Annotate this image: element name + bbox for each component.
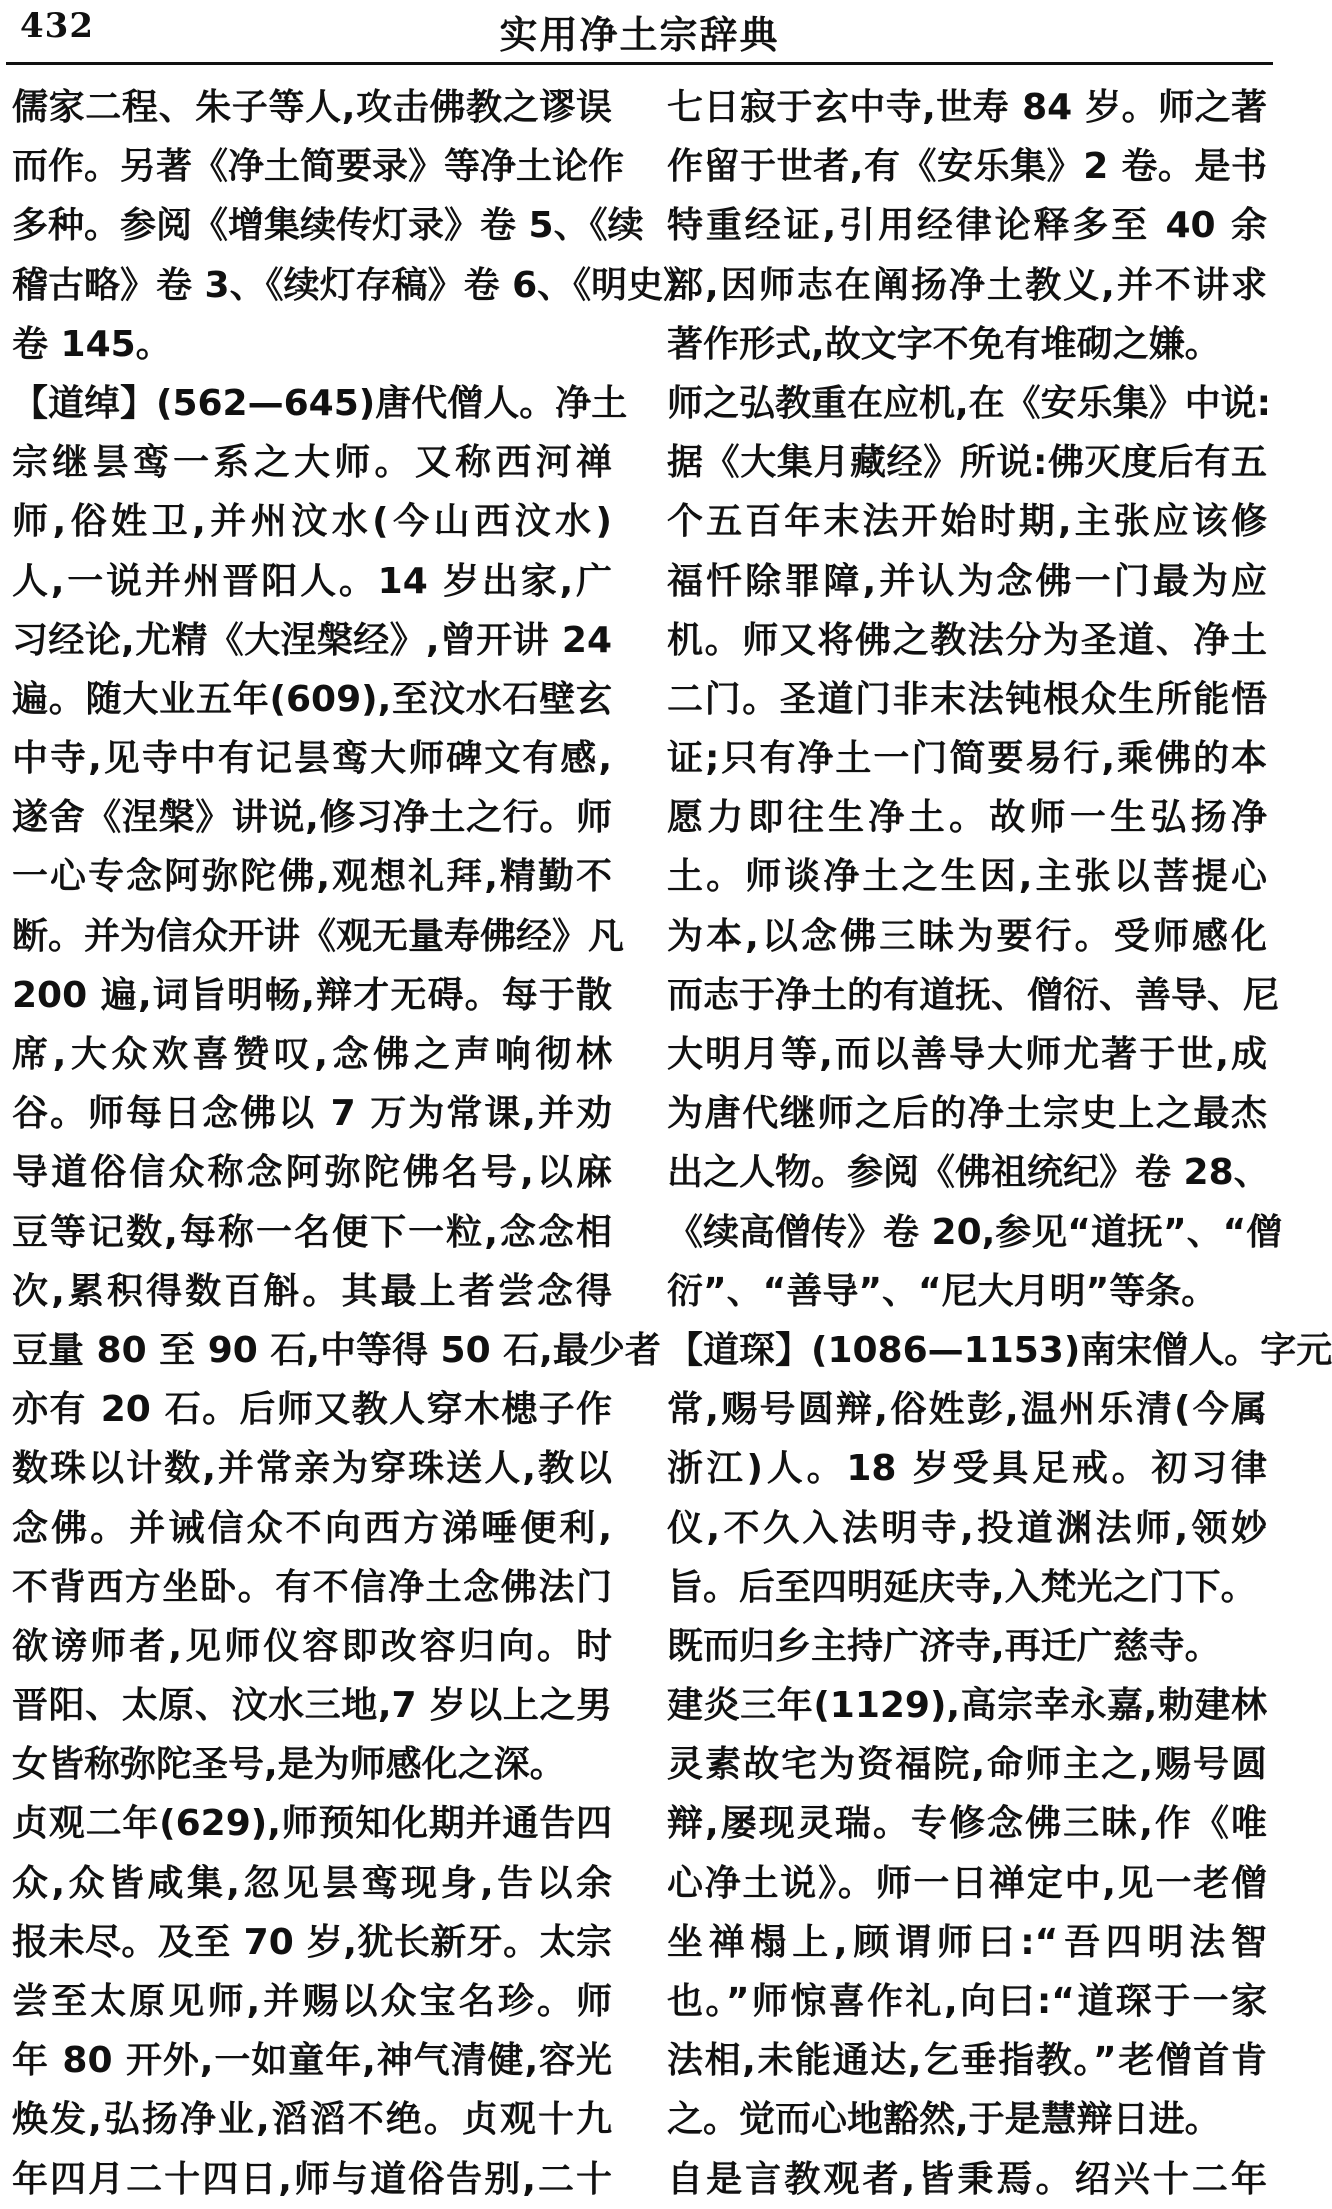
text-line: 欲谤师者,见师仪容即改容归向。时 <box>12 1625 612 1667</box>
text-line: 年四月二十四日,师与道俗告别,二十 <box>12 2158 612 2200</box>
text-line: 数珠以计数,并常亲为穿珠送人,教以 <box>12 1448 612 1490</box>
text-line: 坐禅榻上,顾谓师曰:“吾四明法智 <box>667 1921 1267 1963</box>
text-line: 师,俗姓卫,并州汶水(今山西汶水) <box>12 501 612 543</box>
text-line: 焕发,弘扬净业,滔滔不绝。贞观十九 <box>12 2099 612 2141</box>
text-line: 也。”师惊喜作礼,向曰:“道琛于一家 <box>667 1981 1267 2022</box>
text-line: 既而归乡主持广济寺,再迁广慈寺。 <box>667 1625 1221 1667</box>
text-line: 而志于净土的有道抚、僧衍、善导、尼 <box>667 974 1280 1016</box>
text-line: 机。师又将佛之教法分为圣道、净土 <box>667 619 1267 661</box>
text-line: 旨。后至四明延庆寺,入梵光之门下。 <box>667 1566 1257 1608</box>
text-line: 断。并为信众开讲《观无量寿佛经》凡 <box>12 915 625 957</box>
text-line: 七日寂于玄中寺,世寿 84 岁。师之著 <box>667 87 1267 128</box>
text-line: 次,累积得数百斛。其最上者尝念得 <box>12 1270 612 1312</box>
text-line: 二门。圣道门非末法钝根众生所能悟 <box>667 678 1267 720</box>
header-rule <box>6 62 1273 65</box>
text-line: 辩,屡现灵瑞。专修念佛三昧,作《唯 <box>667 1803 1267 1845</box>
text-line: 众,众皆咸集,忽见昙鸾现身,告以余 <box>12 1862 612 1904</box>
text-line: 证;只有净土一门简要易行,乘佛的本 <box>667 738 1267 780</box>
text-line: 自是言教观者,皆秉焉。绍兴十二年 <box>667 2158 1267 2200</box>
text-line: 作留于世者,有《安乐集》2 卷。是书 <box>667 146 1267 188</box>
running-title: 实用净土宗辞典 <box>499 13 780 57</box>
text-line: 200 遍,词旨明畅,辩才无碍。每于散 <box>12 974 612 1016</box>
text-line: 中寺,见寺中有记昙鸾大师碑文有感, <box>12 738 612 780</box>
text-line: 【道琛】(1086—1153)南宋僧人。字元 <box>667 1329 1332 1371</box>
text-line: 尝至太原见师,并赐以众宝名珍。师 <box>12 1981 612 2022</box>
page-number: 432 <box>20 6 94 46</box>
text-line: 建炎三年(1129),高宗幸永嘉,勅建林 <box>667 1685 1267 1727</box>
left-text-column <box>12 78 700 2209</box>
text-line: 豆等记数,每称一名便下一粒,念念相 <box>12 1211 612 1253</box>
text-line: 著作形式,故文字不免有堆砌之嫌。 <box>667 323 1221 365</box>
text-line: 亦有 20 石。后师又教人穿木槵子作 <box>12 1389 612 1431</box>
text-line: 女皆称弥陀圣号,是为师感化之深。 <box>12 1744 566 1786</box>
text-line: 卷 145。 <box>12 323 172 365</box>
text-line: 谷。师每日念佛以 7 万为常课,并劝 <box>12 1093 612 1135</box>
text-line: 年 80 开外,一如童年,神气清健,容光 <box>12 2040 612 2082</box>
text-line: 贞观二年(629),师预知化期并通告四 <box>12 1803 612 1845</box>
right-text-column <box>667 78 1332 2209</box>
text-line: 宗继昙鸾一系之大师。又称西河禅 <box>12 442 612 484</box>
text-line: 稽古略》卷 3、《续灯存稿》卷 6、《明史》 <box>12 264 700 306</box>
text-line: 土。师谈净土之生因,主张以菩提心 <box>667 856 1267 898</box>
text-line: 大明月等,而以善导大师尤著于世,成 <box>667 1034 1267 1075</box>
text-line: 【道绰】(562—645)唐代僧人。净土 <box>12 382 628 424</box>
text-line: 为唐代继师之后的净土宗史上之最杰 <box>667 1093 1267 1135</box>
text-line: 个五百年末法开始时期,主张应该修 <box>667 501 1267 543</box>
text-line: 为本,以念佛三昧为要行。受师感化 <box>667 915 1267 957</box>
text-line: 一心专念阿弥陀佛,观想礼拜,精勤不 <box>12 856 612 898</box>
text-line: 豆量 80 至 90 石,中等得 50 石,最少者 <box>12 1329 661 1371</box>
text-line: 部,因师志在阐扬净土教义,并不讲求 <box>667 264 1267 306</box>
text-line: 愿力即往生净土。故师一生弘扬净 <box>667 797 1267 839</box>
text-line: 《续高僧传》卷 20,参见“道抚”、“僧 <box>667 1211 1283 1253</box>
text-line: 儒家二程、朱子等人,攻击佛教之谬误 <box>12 87 612 128</box>
text-line: 常,赐号圆辩,俗姓彭,温州乐清(今属 <box>667 1389 1267 1431</box>
text-line: 导道俗信众称念阿弥陀佛名号,以麻 <box>12 1152 612 1194</box>
text-line: 之。觉而心地豁然,于是慧辩日进。 <box>667 2099 1221 2141</box>
text-line: 人,一说并州晋阳人。14 岁出家,广 <box>12 560 612 602</box>
text-line: 不背西方坐卧。有不信净土念佛法门 <box>12 1566 612 1608</box>
text-line: 遍。随大业五年(609),至汶水石壁玄 <box>12 678 612 720</box>
text-line: 多种。参阅《增集续传灯录》卷 5、《续 <box>12 205 644 247</box>
text-line: 衍”、“善导”、“尼大月明”等条。 <box>667 1270 1218 1312</box>
text-line: 心净土说》。师一日禅定中,见一老僧 <box>667 1862 1267 1904</box>
text-line: 念佛。并诫信众不向西方涕唾便利, <box>12 1507 612 1549</box>
text-line: 据《大集月藏经》所说:佛灭度后有五 <box>667 442 1267 484</box>
text-line: 浙江)人。18 岁受具足戒。初习律 <box>667 1448 1267 1490</box>
text-line: 出之人物。参阅《佛祖统纪》卷 28、 <box>667 1152 1270 1194</box>
text-line: 而作。另著《净土简要录》等净土论作 <box>12 146 625 188</box>
text-line: 仪,不久入法明寺,投道渊法师,领妙 <box>667 1507 1267 1549</box>
text-line: 师之弘教重在应机,在《安乐集》中说: <box>667 382 1272 424</box>
text-line: 灵素故宅为资福院,命师主之,赐号圆 <box>667 1744 1267 1786</box>
text-line: 遂舍《涅槃》讲说,修习净土之行。师 <box>12 797 612 839</box>
text-line: 福忏除罪障,并认为念佛一门最为应 <box>667 560 1267 602</box>
text-line: 法相,未能通达,乞垂指教。”老僧首肯 <box>667 2040 1267 2082</box>
text-line: 报未尽。及至 70 岁,犹长新牙。太宗 <box>12 1921 612 1963</box>
text-line: 特重经证,引用经律论释多至 40 余 <box>667 205 1267 247</box>
text-line: 习经论,尤精《大涅槃经》,曾开讲 24 <box>12 619 612 661</box>
text-line: 席,大众欢喜赞叹,念佛之声响彻林 <box>12 1034 612 1075</box>
text-line: 晋阳、太原、汶水三地,7 岁以上之男 <box>12 1685 612 1727</box>
